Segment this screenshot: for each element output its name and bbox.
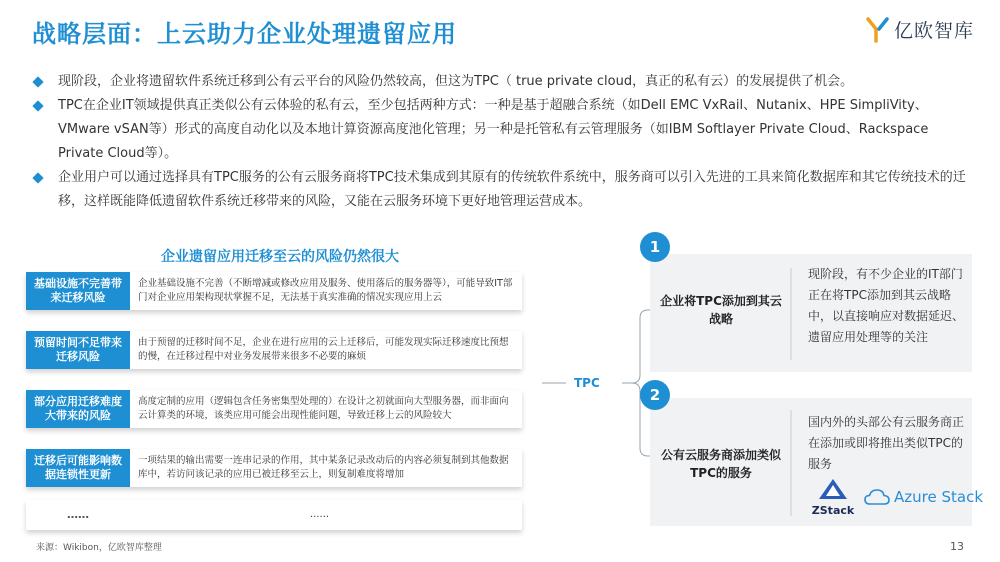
azure-stack-name: Azure Stack (894, 488, 984, 506)
tpc-connector (540, 300, 660, 460)
risk-label: 迁移后可能影响数据连锁性更新 (26, 449, 130, 487)
zstack-logo (808, 478, 858, 517)
bullet-item (32, 166, 972, 214)
zstack-name: ZStack (811, 504, 855, 517)
cloud-icon (864, 489, 890, 505)
brand-logo (866, 16, 974, 43)
bullet-item (32, 94, 972, 166)
risk-row (26, 331, 522, 369)
step-number-2: 2 (640, 380, 670, 410)
risk-label: …… (26, 500, 130, 530)
page-number: 13 (950, 540, 964, 553)
panel-divider (790, 410, 792, 516)
bullet-text: 现阶段，企业将遗留软件系统迁移到公有云平台的风险仍然较高，但这为TPC（ true private cloud，真正的私有云）的发展提供了机会。 (58, 74, 854, 89)
logo-text: 亿欧智库 (893, 20, 974, 42)
source-note: 来源：Wikibon，亿欧智库整理 (36, 543, 162, 553)
risk-description: 一项结果的输出需要一连串记录的作用，其中某条记录改动后的内容必须复制到其他数据库中，若访问该记录的应用已被迁移至云上，则复制难度将增加 (138, 455, 509, 480)
bullet-list (32, 70, 972, 214)
risk-label: 部分应用迁移难度大带来的风险 (26, 390, 130, 428)
risk-row (26, 449, 522, 487)
diamond-bullet-icon (32, 172, 43, 183)
risk-row (26, 272, 522, 310)
diamond-bullet-icon (32, 76, 43, 87)
risk-row (26, 500, 522, 530)
diamond-bullet-icon (32, 100, 43, 111)
risk-label: 预留时间不足带来迁移风险 (26, 331, 130, 369)
risk-description: 高度定制的应用（逻辑包含任务密集型处理的）在设计之初就面向大型服务器，而非面向云计算类的环境，该类应用可能会出现性能问题，导致迁移上云的风险较大 (138, 396, 509, 421)
panel-divider (790, 268, 792, 360)
step-description: 现阶段，有不少企业的IT部门正在将TPC添加到其云战略中，以直接响应对数据延迟、遗留应用处理等的关注 (808, 267, 965, 344)
bullet-item (32, 70, 972, 94)
bullet-text: TPC在企业IT领域提供真正类似公有云体验的私有云，至少包括两种方式：一种是基于超融合系统（如Dell EMC VxRail、Nutanix、HPE SimpliVity、VMware vSAN等）形式的高度自动化以及本地计算资源高度池化管理；另一种是托管私有云管理服务（如IBM Softlayer Private Cloud、Rackspace Private Cloud等）。 (58, 98, 929, 161)
step-number-1: 1 (640, 232, 670, 262)
bullet-text: 企业用户可以通过选择具有TPC服务的公有云服务商将TPC技术集成到其原有的传统软件系统中，服务商可以引入先进的工具来简化数据库和其它传统技术的迁移，这样既能降低遗留软件系统迁移带来的风险，又能在云服务环境下更好地管理运营成本。 (58, 170, 966, 209)
zstack-icon (818, 478, 848, 500)
risk-label: 基础设施不完善带来迁移风险 (26, 272, 130, 310)
tpc-label: TPC (574, 376, 600, 390)
page-title: 战略层面：上云助力企业处理遗留应用 (32, 20, 457, 48)
risk-description: 由于预留的迁移时间不足，企业在进行应用的云上迁移后，可能发现实际迁移速度比预想的慢，在迁移过程中对业务发展带来很多不必要的麻烦 (138, 337, 509, 362)
yiou-logo-icon (866, 17, 890, 43)
risk-description: …… (310, 509, 329, 520)
step-title: 企业将TPC添加到其云战略 (660, 294, 782, 326)
risk-row (26, 390, 522, 428)
step-description: 国内外的头部公有云服务商正在添加或即将推出类似TPC的服务 (808, 415, 965, 471)
risk-table-title: 企业遗留应用迁移至云的风险仍然很大 (161, 249, 399, 265)
azure-stack-logo (864, 488, 983, 506)
step-title: 公有云服务商添加类似TPC的服务 (660, 448, 781, 480)
risk-description: 企业基础设施不完善（不断增减或修改应用及服务、使用落后的服务器等），可能导致IT部门对企业应用架构现状掌握不足，无法基于真实准确的情况实现应用上云 (138, 278, 513, 303)
